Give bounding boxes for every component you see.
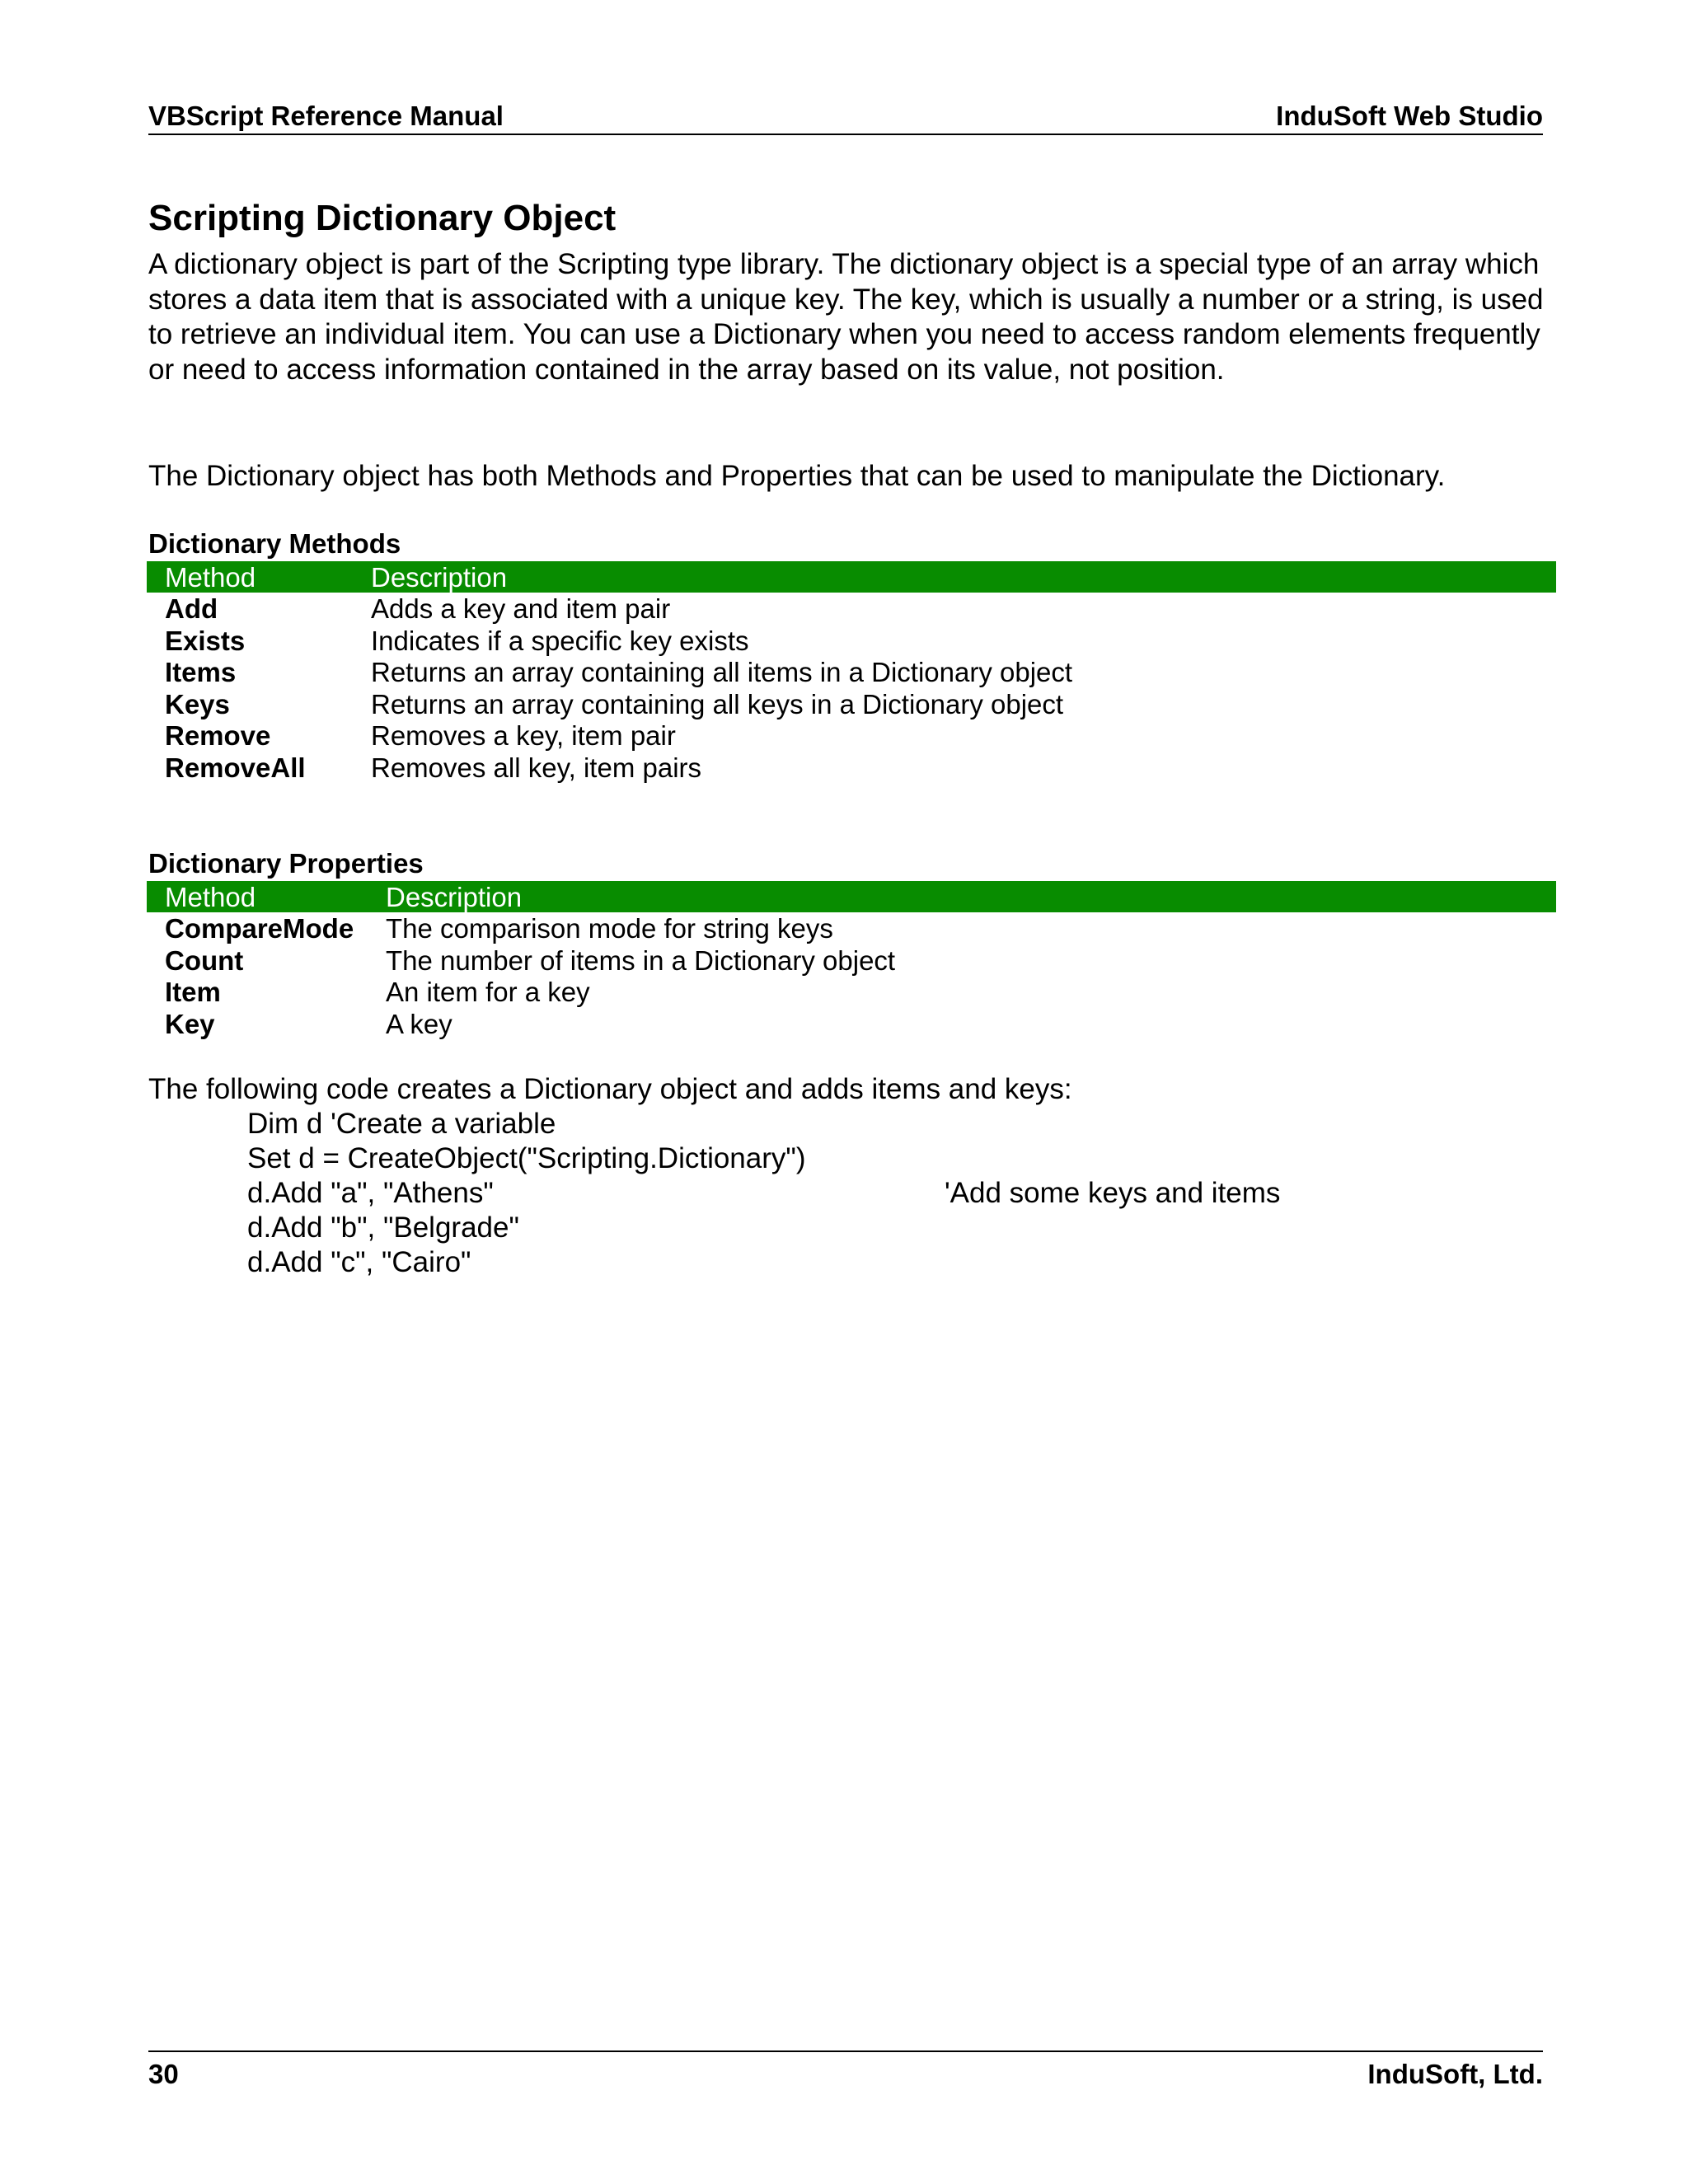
page-title: Scripting Dictionary Object [148,198,617,238]
footer-company: InduSoft, Ltd. [1367,2059,1543,2089]
properties-table-header [147,881,1556,912]
column-header-description: Description [371,562,508,593]
properties-table [147,881,1556,1039]
page-header [148,97,1543,135]
method-description: Indicates if a specific key exists [371,625,749,656]
method-description: Removes a key, item pair [371,720,676,751]
code-line: Set d = CreateObject("Scripting.Dictionary") [247,1142,806,1174]
table-row [147,752,1556,784]
method-name: RemoveAll [165,752,306,783]
method-name: Remove [165,720,271,751]
property-name: CompareMode [165,913,354,944]
column-header-method: Method [165,562,256,593]
header-manual-title: VBScript Reference Manual [148,101,504,131]
page-number: 30 [148,2059,179,2089]
properties-heading: Dictionary Properties [148,848,424,879]
property-description: The number of items in a Dictionary object [386,944,896,976]
code-line: d.Add "b", "Belgrade" [247,1212,519,1244]
table-row [147,944,1556,977]
property-name: Key [165,1008,215,1039]
header-product-name: InduSoft Web Studio [1276,101,1543,131]
property-name: Item [165,977,221,1007]
code-line: d.Add "c", "Cairo" [247,1246,471,1278]
method-name: Exists [165,625,246,656]
code-line: d.Add "a", "Athens" [247,1177,494,1209]
method-description: Returns an array containing all keys in a Dictionary object [371,688,1064,719]
table-row [147,976,1556,1008]
method-name: Add [165,593,218,624]
table-row [147,912,1556,944]
property-name: Count [165,944,244,976]
table-row [147,1008,1556,1040]
property-description: A key [386,1008,452,1039]
methods-properties-paragraph: The Dictionary object has both Methods and Properties that can be used to manipulate the Dictionary. [148,460,1446,492]
table-row [147,688,1556,720]
methods-table [147,561,1556,783]
method-description: Adds a key and item pair [371,593,671,624]
method-name: Items [165,657,237,687]
code-comment: 'Add some keys and items [945,1177,1281,1209]
methods-heading: Dictionary Methods [148,528,401,559]
property-description: An item for a key [386,977,590,1007]
intro-paragraph: A dictionary object is part of the Scripting type library. The dictionary object is a special type of an array which stores a data item that is associated with a unique key. The key, which is usually a number or a string, is used to retrieve an individual item. You can use a Dictionary when you need to access random elements frequently or need to access information contained in the array based on its value, not position. [148,248,1544,386]
page-footer [148,2050,1543,2090]
column-header-description: Description [386,882,523,912]
method-description: Returns an array containing all items in a Dictionary object [371,657,1073,687]
column-header-method: Method [165,882,256,912]
methods-table-header [147,561,1556,593]
table-row [147,593,1556,625]
table-row [147,656,1556,688]
table-row [147,625,1556,657]
property-description: The comparison mode for string keys [386,913,833,944]
table-row [147,719,1556,752]
code-line: Dim d 'Create a variable [247,1108,556,1140]
method-name: Keys [165,688,230,719]
method-description: Removes all key, item pairs [371,752,702,783]
code-intro: The following code creates a Dictionary object and adds items and keys: [148,1073,1072,1105]
